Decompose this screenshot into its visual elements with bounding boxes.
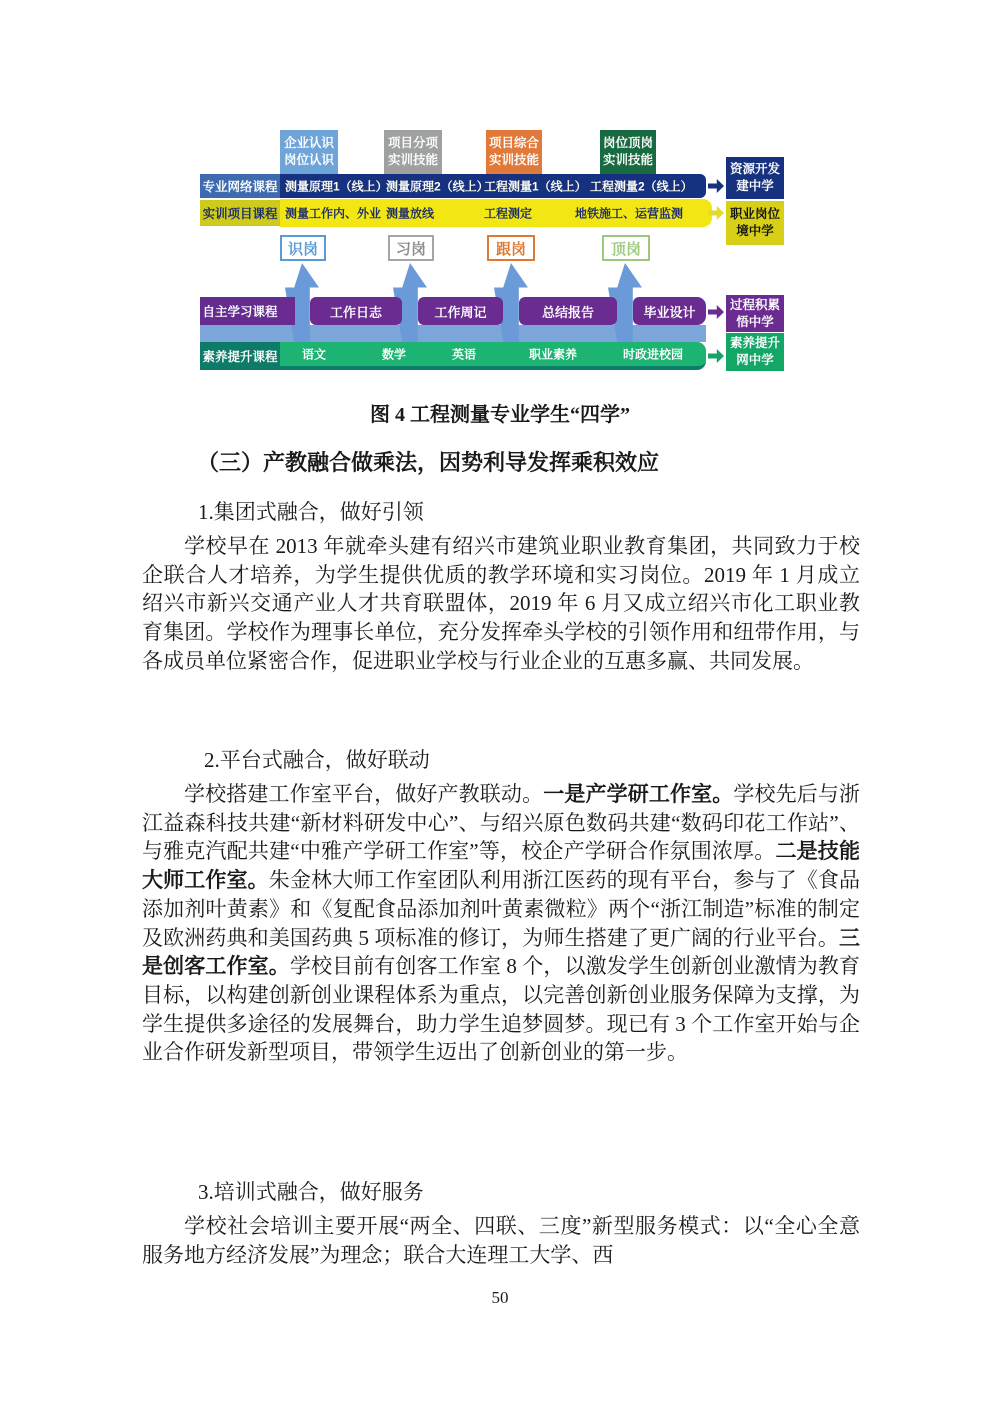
subsection-title-3: 3.培训式融合，做好服务 [198, 1180, 424, 1204]
paragraph-3 [142, 1212, 860, 1269]
course-item: 总结报告 [541, 304, 594, 320]
outcome-line: 建中学 [736, 179, 774, 193]
outcome-line: 境中学 [736, 224, 774, 238]
paragraph-text: 学校早在 2013 年就牵头建有绍兴市建筑业职业教育集团，共同致力于校企联合人才培养，为学生提供优质的教学环境和实习岗位。2019 年 1 月成立绍兴市新兴交通产业人才共育联盟体，2019 年 6 月又成立绍兴市化工职业教育集团。学校作为理事长单位，充分发挥牵头学校的引领作用和纽带作用，与各成员单位紧密合作，促进职业学校与行业企业的互惠多赢、共同发展。 [142, 534, 860, 673]
badge-post-internship [600, 130, 656, 174]
selfstudy-segment [633, 297, 706, 325]
paragraph-1 [142, 532, 860, 676]
right-arrow-icon [708, 349, 724, 363]
course-item: 工程测定 [484, 206, 533, 221]
section-heading: （三）产教融合做乘法，因势利导发挥乘积效应 [197, 450, 660, 475]
row-label-network-courses [200, 174, 280, 198]
course-item: 测量原理1（线上） [285, 179, 388, 194]
course-item: 语文 [302, 347, 327, 362]
badge-line: 企业认识 [283, 136, 334, 150]
practice-courses-bar [280, 199, 712, 227]
course-item: 工作周记 [434, 304, 487, 320]
stage-box-shigang [280, 235, 326, 261]
paragraph-text-bold: 一是产学研工作室。 [543, 782, 734, 806]
figure-caption: 图 4 工程测量专业学生“四学” [370, 404, 630, 426]
purple-bar-filler [279, 297, 295, 325]
stage-text: 顶岗 [610, 240, 641, 258]
course-item: 英语 [452, 347, 477, 362]
course-item: 测量原理2（线上） [386, 179, 489, 194]
row-label-text: 自主学习课程 [202, 305, 278, 319]
outcome-box-quality [726, 333, 784, 371]
paragraph-text: 学校搭建工作室平台，做好产教联动。 [184, 782, 544, 806]
network-courses-bar [280, 174, 706, 198]
page-number: 50 [491, 1288, 509, 1307]
stage-text: 跟岗 [495, 240, 526, 258]
paragraph-text-bold: 三是创客工作室。 [142, 925, 860, 979]
course-item: 测量放线 [386, 206, 435, 221]
subsection-title-2: 2.平台式融合，做好联动 [204, 748, 430, 772]
badge-project-comprehensive [486, 130, 542, 174]
row-label-text: 实训项目课程 [202, 207, 278, 221]
quality-courses-bar [279, 342, 706, 370]
outcome-line: 职业岗位 [729, 207, 780, 221]
course-item: 毕业设计 [643, 304, 696, 320]
course-item: 时政进校园 [623, 347, 684, 362]
outcome-line: 素养提升 [729, 336, 780, 350]
paragraph-text: 学校目前有创客工作室 8 个，以激发学生创新创业激情为教育目标，以构建创新创业课程体系为重点，以完善创新创业服务保障为支撑，为学生提供多途径的发展舞台，助力学生追梦圆梦。现已有 3 个工作室开始与企业合作研发新型项目，带领学生迈出了创新创业的第一步。 [142, 954, 861, 1065]
outcome-box-occupation [726, 201, 784, 245]
stage-box-gengang [487, 235, 535, 261]
badge-line: 实训技能 [602, 153, 653, 167]
selfstudy-segment [418, 297, 503, 325]
stage-box-xigang [388, 235, 434, 261]
subsection-title-1: 1.集团式融合，做好引领 [198, 500, 424, 524]
selfstudy-segment [519, 297, 617, 325]
paragraph-text-bold: 二是技能大师工作室。 [142, 839, 860, 893]
outcome-line: 资源开发 [729, 162, 780, 176]
selfstudy-segment [310, 297, 402, 325]
paragraph-text: 朱金林大师工作室团队利用浙江医药的现有平台，参与了《食品添加剂叶黄素》和《复配食品添加剂叶黄素微粒》两个“浙江制造”标准的制定及欧洲药典和美国药典 5 项标准的修订，为师生搭建了更广阔的行业平台。 [142, 868, 861, 950]
stage-box-dinggang [602, 235, 650, 261]
row-label-text: 专业网络课程 [202, 180, 278, 194]
badge-line: 岗位认识 [283, 153, 334, 167]
figure-diagram [197, 125, 789, 375]
course-item: 地铁施工、运营监测 [575, 206, 684, 221]
badge-line: 实训技能 [387, 153, 438, 167]
stage-text: 习岗 [395, 240, 426, 258]
row-label-text: 素养提升课程 [202, 350, 278, 364]
outcome-box-resource [726, 157, 784, 199]
outcome-line: 悟中学 [736, 314, 774, 329]
outcome-box-process [726, 295, 784, 332]
right-arrow-icon [708, 305, 724, 319]
course-item: 数学 [382, 347, 407, 362]
stage-text: 识岗 [287, 240, 318, 258]
badge-line: 岗位顶岗 [602, 136, 653, 150]
paragraph-text: 学校先后与浙江益森科技共建“新材料研发中心”、与绍兴原色数码共建“数码印花工作站”、与雅克汽配共建“中雅产学研工作室”等，校企产学研合作氛围浓厚。 [142, 782, 861, 864]
badge-line: 实训技能 [488, 153, 539, 167]
course-item: 职业素养 [529, 347, 578, 362]
row-label-selfstudy-courses [200, 297, 280, 325]
course-item: 测量工作内、外业 [285, 206, 382, 221]
badge-enterprise-cognition [280, 130, 338, 174]
paragraph-2 [142, 780, 860, 1067]
course-item: 工程测量2（线上） [590, 179, 693, 194]
outcome-line: 过程积累 [729, 297, 780, 312]
badge-line: 项目分项 [387, 136, 438, 150]
badge-project-itemized [384, 130, 442, 174]
right-arrow-icon [708, 179, 724, 193]
course-item: 工程测量1（线上） [484, 179, 587, 194]
course-item: 工作日志 [329, 304, 382, 320]
row-label-quality-courses [200, 342, 280, 370]
outcome-line: 网中学 [736, 353, 774, 367]
row-label-practice-courses [200, 200, 280, 226]
paragraph-text: 学校社会培训主要开展“两全、四联、三度”新型服务模式：以“全心全意服务地方经济发展”为理念；联合大连理工大学、西 [142, 1214, 860, 1267]
badge-line: 项目综合 [488, 136, 539, 150]
